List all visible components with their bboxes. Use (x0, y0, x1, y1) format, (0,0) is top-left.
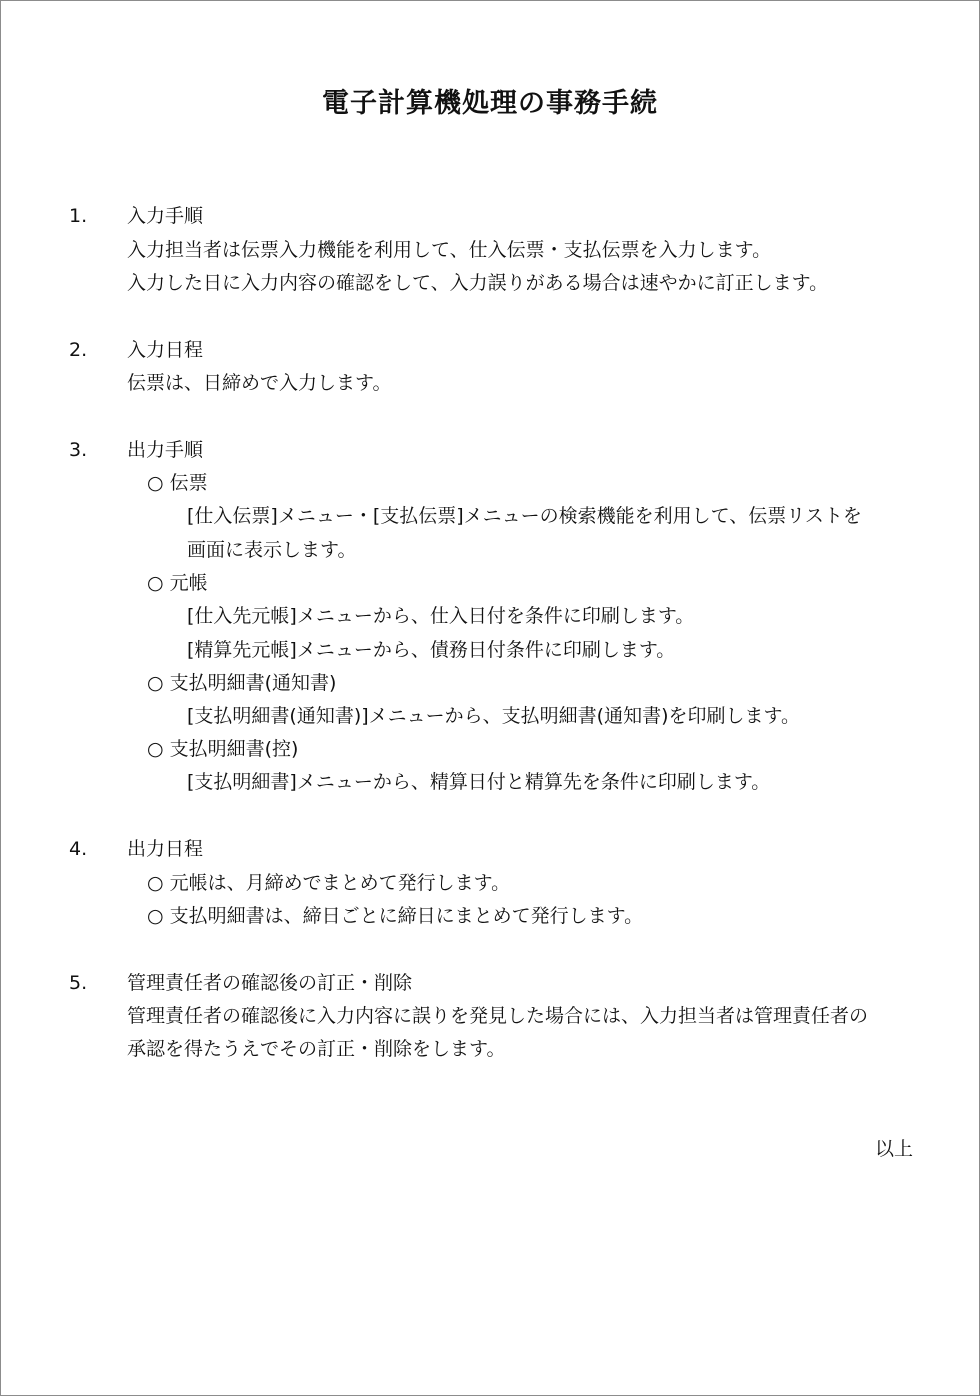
section-2-number: 2. (69, 339, 88, 361)
section-3-item-2-line-2: [精算先元帳]メニューから、債務日付条件に印刷します。 (187, 639, 676, 661)
section-1-line-2: 入力した日に入力内容の確認をして、入力誤りがある場合は速やかに訂正します。 (127, 272, 829, 294)
section-4-number: 4. (69, 838, 88, 860)
section-3-item-4-label: ○ 支払明細書(控) (147, 738, 299, 760)
section-5-heading: 管理責任者の確認後の訂正・削除 (127, 972, 413, 994)
section-2-heading: 入力日程 (127, 339, 204, 361)
section-4-item-2: ○ 支払明細書は、締日ごとに締日にまとめて発行します。 (147, 905, 644, 927)
section-3-item-2-label: ○ 元帳 (147, 572, 208, 594)
section-1-number: 1. (69, 205, 88, 227)
section-5-number: 5. (69, 972, 88, 994)
closing-text: 以上 (874, 1138, 913, 1160)
section-3-item-1-label: ○ 伝票 (147, 472, 208, 494)
section-3-item-3-line-1: [支払明細書(通知書)]メニューから、支払明細書(通知書)を印刷します。 (187, 705, 800, 727)
document-title: 電子計算機処理の事務手続 (322, 88, 658, 119)
section-3-item-1-line-1: [仕入伝票]メニュー・[支払伝票]メニューの検索機能を利用して、伝票リストを (187, 505, 862, 527)
section-1-heading: 入力手順 (127, 205, 204, 227)
section-3-item-3-label: ○ 支払明細書(通知書) (147, 672, 337, 694)
section-3-item-4-line-1: [支払明細書]メニューから、精算日付と精算先を条件に印刷します。 (187, 771, 771, 793)
section-3-item-1-line-2: 画面に表示します。 (187, 539, 357, 561)
section-1-line-1: 入力担当者は伝票入力機能を利用して、仕入伝票・支払伝票を入力します。 (127, 239, 772, 261)
section-3-number: 3. (69, 439, 88, 461)
section-3-item-2-line-1: [仕入先元帳]メニューから、仕入日付を条件に印刷します。 (187, 605, 695, 627)
section-4-item-1: ○ 元帳は、月締めでまとめて発行します。 (147, 872, 511, 894)
section-5-line-2: 承認を得たうえでその訂正・削除をします。 (127, 1038, 506, 1060)
section-5-line-1: 管理責任者の確認後に入力内容に誤りを発見した場合には、入力担当者は管理責任者の (127, 1005, 869, 1027)
section-4-heading: 出力日程 (127, 838, 204, 860)
section-2-line-1: 伝票は、日締めで入力します。 (127, 372, 392, 394)
section-3-heading: 出力手順 (127, 439, 204, 461)
